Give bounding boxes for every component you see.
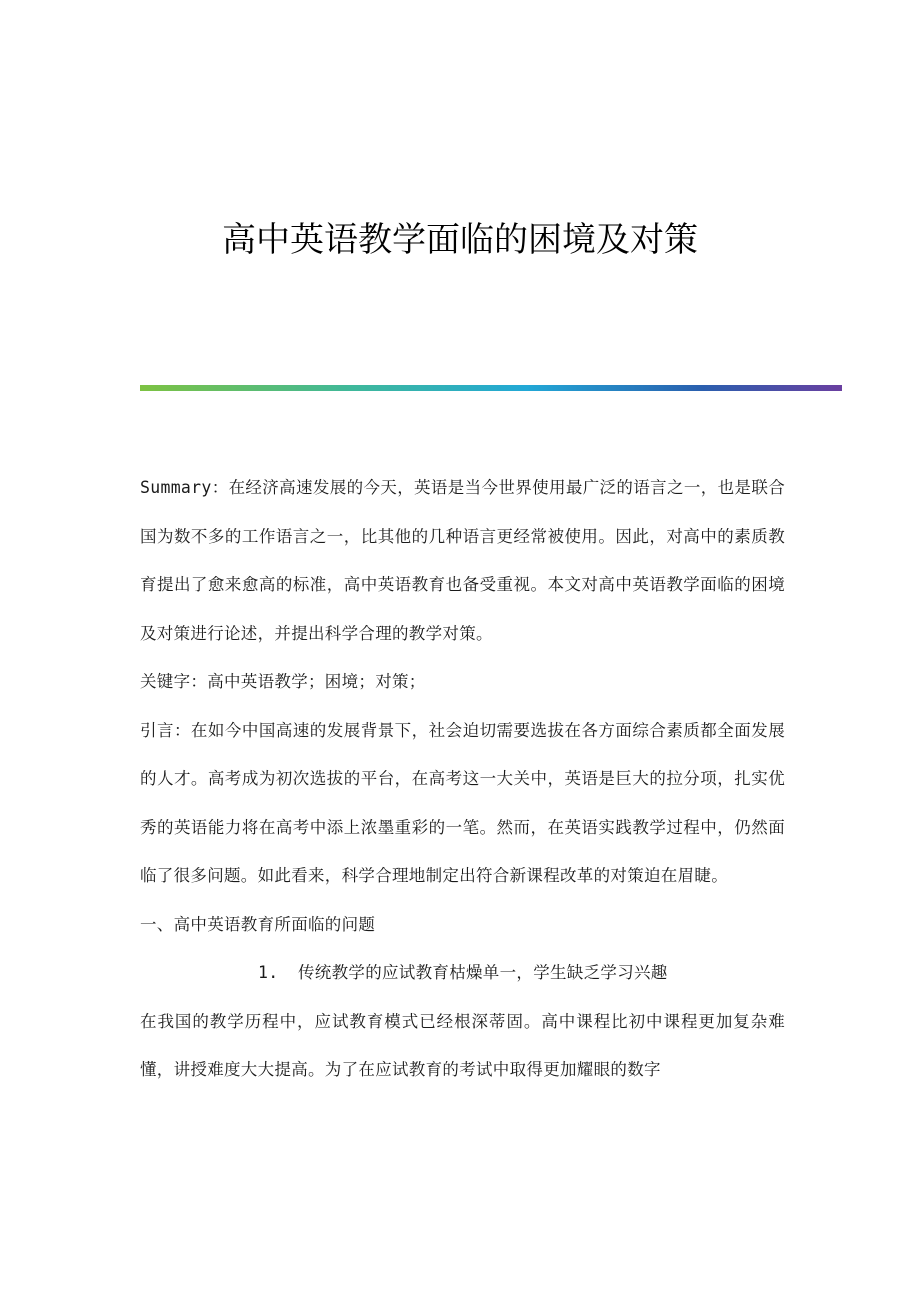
keywords-line: 关键字：高中英语教学；困境；对策； — [140, 672, 426, 691]
section-heading: 一、高中英语教育所面临的问题 — [140, 914, 376, 934]
document-title: 高中英语教学面临的困境及对策 — [222, 220, 698, 260]
summary-section — [140, 464, 785, 658]
body-paragraph: 在我国的教学历程中，应试教育模式已经根深蒂固。高中课程比初中课程更加复杂难懂，讲授难度大大提高。为了在应试教育的考试中取得更加耀眼的数字 — [140, 1011, 785, 1079]
document-body — [140, 464, 785, 1095]
summary-paragraph: Summary：在经济高速发展的今天，英语是当今世界使用最广泛的语言之一，也是联合国为数不多的工作语言之一，比其他的几种语言更经常被使用。因此，对高中的素质教育提出了愈来愈高的标准，高中英语教育也备受重视。本文对高中英语教学面临的困境及对策进行论述，并提出科学合理的教学对策。 — [140, 478, 785, 643]
preface-section — [140, 707, 785, 901]
body-paragraph-section — [140, 998, 785, 1095]
title-divider — [140, 385, 842, 391]
subsection-number: 1. — [258, 963, 279, 982]
preface-paragraph: 引言：在如今中国高速的发展背景下，社会迫切需要选拔在各方面综合素质都全面发展的人才。高考成为初次选拔的平台，在高考这一大关中，英语是巨大的拉分项，扎实优秀的英语能力将在高考中添上浓墨重彩的一笔。然而，在英语实践教学过程中，仍然面临了很多问题。如此看来，科学合理地制定出符合新课程改革的对策迫在眉睫。 — [140, 720, 785, 885]
subsection-heading — [140, 949, 785, 998]
subsection-title: 传统教学的应试教育枯燥单一，学生缺乏学习兴趣 — [298, 963, 668, 982]
